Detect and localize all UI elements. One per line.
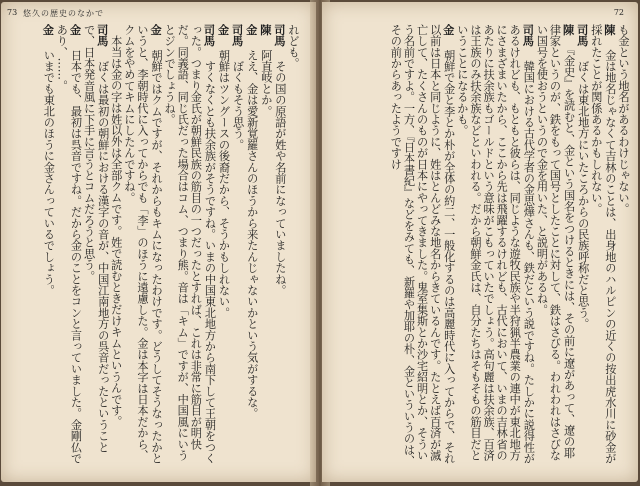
dialogue-paragraph: [83, 24, 110, 468]
dialogue-paragraph: [456, 24, 536, 468]
speaker-name: 金: [149, 24, 164, 36]
paragraph-text: 韓国における古代学者の金思燁さんも、鉄だという説ですね。たしかに説得性があるけれども、もともと彼らは、同じような遊牧民族や半狩猟半農業の連中が東北地方にさまざまいたから、ここから先は飛躍するけれども、古代において、いまの吉林省のあたりに扶余族もゴールドという意味がこもっていたでしょう。高句麗は扶余族、百済は王族のみ扶余族などといわれる。だから朝鮮金氏は、自分たちはそもそもの筋目だということになるかも。: [455, 24, 536, 464]
dialogue-paragraph: [576, 24, 590, 468]
paragraph-text: 本当は金の字は姓以外は全部クムです。姓で読むときだけキムというんです。: [109, 35, 123, 428]
dialogue-paragraph: [231, 24, 245, 468]
paragraph-text: 『金史』を読むと、金という国名をつけるときには、その前に遼があって、遼の耶律家というのが、鉄をもって国号としたことに対して、鉄はさびる。われわれはさびない国号を使おうというので金を用いた、と説明があるね。: [535, 24, 576, 461]
dialogue-paragraph: [259, 24, 273, 468]
dialogue-paragraph: [110, 24, 123, 468]
paragraph-text: すくなくとも扶余族がそうですね。いまの中国東北地方から南下して王朝をつくった。つまり金氏が朝鮮民族の筋目の一つだったとすれば、これは非常に筋目が明快だ。同義語、同じ氏だった場合はコム、つまり熊。音は「キム」ですが、中国風にいうとジンでしょうね。: [163, 24, 217, 464]
speaker-name: 金: [41, 24, 56, 36]
speaker-name: 司馬: [272, 24, 287, 47]
speaker-name: 司馬: [521, 24, 536, 47]
paragraph-text: 朝鮮はツングースの後裔だから、そうかもしれない。: [217, 49, 231, 319]
paragraph-text: 阿直岐とか。: [259, 49, 273, 117]
paragraph-text: ぼくは最初の朝鮮における漢字の音が、中国江南地方の呉音だったということで、日本発音風に下手に言うとコムだろうと思う。: [82, 24, 110, 453]
dialogue-paragraph: [55, 24, 82, 468]
paragraph-text: 日本でも、最初は呉音ですね。だから金のことをコンと言っていました。金剛仏であり、……。: [55, 24, 83, 464]
speaker-name: 陳: [258, 24, 273, 36]
speaker-name: 司馬: [95, 24, 110, 47]
speaker-name: 司馬: [230, 24, 245, 47]
dialogue-paragraph: [617, 24, 630, 468]
paragraph-text: 朝鮮ではクムですが、それからもキムになったわけです。どうしてそうなったかというと、李朝時代に入ってからでも「李」のほうに遠慮した。金は本字は日本だから、クムをやめてキムにしたんですね。: [122, 24, 164, 464]
dialogue-paragraph: [287, 24, 300, 468]
dialogue-paragraph: [535, 24, 575, 468]
dialogue-paragraph: [245, 24, 259, 468]
paragraph-text: いまでも東北のほうに金さんっているでしょう。: [42, 49, 56, 296]
dialogue-paragraph: [389, 24, 455, 468]
speaker-name: 司馬: [202, 24, 217, 47]
paragraph-text: ぼくは東北地方にいたころからの民族呼称だと思う。: [576, 60, 590, 330]
paragraph-text: その国の原語が姓や名前になっていましたね。: [273, 60, 287, 296]
speaker-name: 陳: [602, 24, 617, 36]
speaker-name: 陳: [561, 24, 576, 36]
left-page: [1, 2, 316, 482]
speaker-name: 金: [216, 24, 231, 36]
dialogue-paragraph: [163, 24, 216, 468]
dialogue-paragraph: [123, 24, 163, 468]
speaker-name: 金: [441, 24, 456, 36]
page-number: 72: [613, 8, 624, 17]
speaker-name: 金: [244, 24, 259, 36]
right-page-body: [334, 24, 630, 468]
dialogue-paragraph: [41, 24, 55, 468]
page-number: 73: [7, 8, 18, 17]
paragraph-text: ええ、金は愛新覚羅さんのほうから来たんじゃないかという気がするな。: [245, 49, 259, 420]
paragraph-text: 金は地名じゃなくて吉林のことは、出身地のハルピンの近くの按出虎水川に砂金が採れたことが関係あるかもしれない。: [589, 24, 617, 464]
dialogue-paragraph: [273, 24, 287, 468]
left-page-body: [15, 24, 300, 468]
speaker-name: 司馬: [575, 24, 590, 47]
paragraph-text: も金という地名があるわけじゃない。: [617, 24, 630, 215]
paragraph-text: 朝鮮で金と李とか朴が全体の約二、一般化するのは高麗時代に入ってからで、それ以前は日本と同じように、姓はとんどみな地名からきているんです。たとえば百済が滅亡して、たくさんのものが日本にやってきました。鬼室集斯とか沙宅紹明とか、そういう名前ですよ。一方、『日本書紀』などをみても、新羅や加耶の朴、金といういうのは、その前からあったようですけ: [389, 24, 456, 467]
paragraph-text: れども。: [287, 24, 300, 69]
paragraph-text: ぼくもそう思う。: [231, 60, 245, 151]
speaker-name: 金: [68, 24, 83, 36]
running-header: 悠久の歴史のなかで: [23, 9, 104, 18]
right-page: [322, 2, 638, 482]
dialogue-paragraph: [216, 24, 230, 468]
dialogue-paragraph: [590, 24, 617, 468]
